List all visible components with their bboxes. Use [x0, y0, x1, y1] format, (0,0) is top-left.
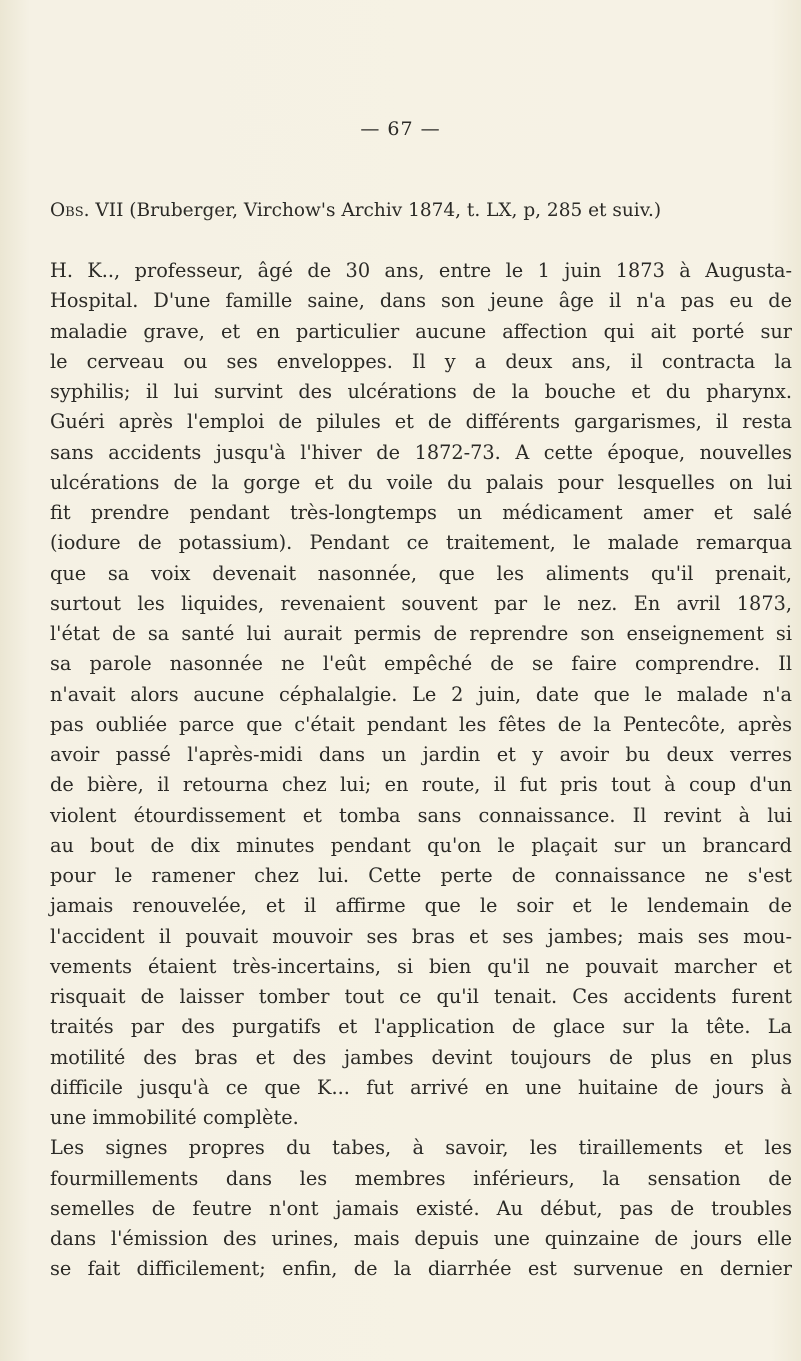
text-line: motilité des bras et des jambes devint toujours de plus en plus: [50, 1045, 792, 1069]
text-line: de bière, il retourna chez lui; en route, il fut pris tout à coup d'un: [50, 773, 792, 797]
observation-title: VII (Bruberger, Virchow's Archiv 1874, t. LX, p, 285 et suiv.): [95, 200, 662, 221]
text-line: pour le ramener chez lui. Cette perte de connaissance ne s'est: [50, 864, 792, 887]
text-line: fourmillements dans les membres inférieurs, la sensation de: [50, 1166, 792, 1190]
body-text: [50, 256, 792, 1285]
text-line: semelles de feutre n'ont jamais existé. Au début, pas de troubles: [50, 1196, 792, 1220]
text-line: sa parole nasonnée ne l'eût empêché de se faire comprendre. Il: [50, 652, 792, 676]
observation-heading: [50, 198, 780, 224]
text-line: traités par des purgatifs et l'application de glace sur la tête. La: [50, 1015, 792, 1039]
text-line: violent étourdissement et tomba sans connaissance. Il revint à lui: [50, 803, 792, 827]
text-line: se fait difficilement; enfin, de la diarrhée est survenue en dernier: [50, 1257, 792, 1281]
text-line: risquait de laisser tomber tout ce qu'il tenait. Ces accidents furent: [50, 985, 792, 1008]
text-line: Guéri après l'emploi de pilules et de différents gargarismes, il resta: [50, 410, 792, 434]
text-line: surtout les liquides, revenaient souvent par le nez. En avril 1873,: [50, 591, 792, 615]
text-line: syphilis; il lui survint des ulcérations de la bouche et du pharynx.: [50, 380, 792, 403]
text-line: l'état de sa santé lui aurait permis de reprendre son enseignement si: [50, 622, 792, 645]
text-line: une immobilité complète.: [50, 1106, 299, 1129]
text-line: Hospital. D'une famille saine, dans son jeune âge il n'a pas eu de: [50, 289, 792, 313]
text-line: le cerveau ou ses enveloppes. Il y a deux ans, il contracta la: [50, 349, 792, 373]
text-line: difficile jusqu'à ce que K... fut arrivé en une huitaine de jours à: [50, 1075, 792, 1099]
text-line: Les signes propres du tabes, à savoir, les tiraillements et les: [50, 1136, 792, 1160]
text-line: au bout de dix minutes pendant qu'on le plaçait sur un brancard: [50, 833, 792, 857]
text-line: avoir passé l'après-midi dans un jardin et y avoir bu deux verres: [50, 743, 792, 766]
text-line: l'accident il pouvait mouvoir ses bras et ses jambes; mais ses mou-: [50, 924, 792, 948]
text-line: H. K.., professeur, âgé de 30 ans, entre le 1 juin 1873 à Augusta-: [50, 259, 792, 282]
page-number: — 67 —: [360, 118, 441, 140]
text-line: maladie grave, et en particulier aucune affection qui ait porté sur: [50, 319, 792, 343]
text-line: que sa voix devenait nasonnée, que les aliments qu'il prenait,: [50, 561, 792, 585]
text-line: fit prendre pendant très-longtemps un médicament amer et salé: [50, 501, 792, 524]
text-line: jamais renouvelée, et il affirme que le soir et le lendemain de: [50, 894, 792, 918]
text-line: (iodure de potassium). Pendant ce traitement, le malade remarqua: [50, 531, 792, 555]
text-line: dans l'émission des urines, mais depuis une quinzaine de jours elle: [50, 1227, 792, 1250]
observation-label: Obs.: [50, 200, 90, 221]
text-line: vements étaient très-incertains, si bien qu'il ne pouvait marcher et: [50, 954, 792, 978]
text-line: ulcérations de la gorge et du voile du palais pour lesquelles on lui: [50, 470, 792, 494]
text-line: sans accidents jusqu'à l'hiver de 1872-73. A cette époque, nouvelles: [50, 440, 792, 464]
text-line: pas oubliée parce que c'était pendant les fêtes de la Pentecôte, après: [50, 712, 792, 736]
text-line: n'avait alors aucune céphalalgie. Le 2 juin, date que le malade n'a: [50, 682, 792, 706]
